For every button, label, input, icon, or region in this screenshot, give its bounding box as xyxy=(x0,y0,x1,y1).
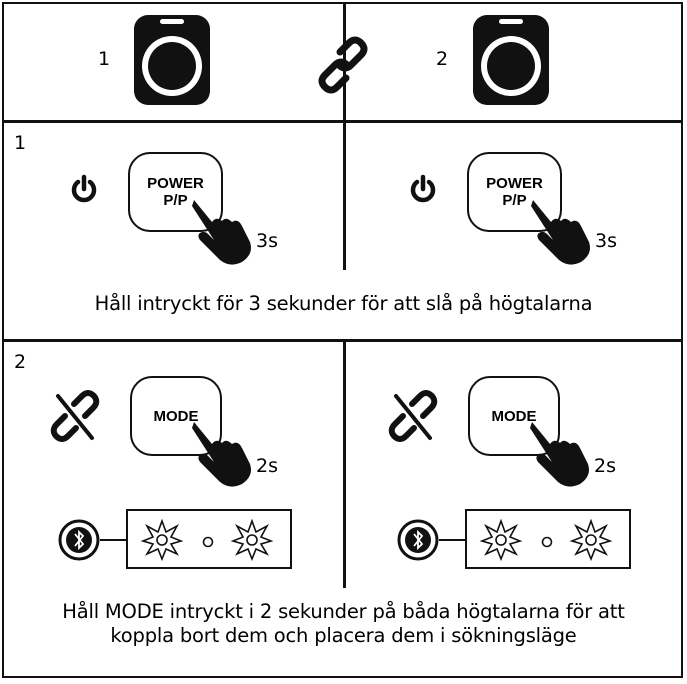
power-button-sublabel: P/P xyxy=(502,192,527,209)
step-2-caption-line-1: Håll MODE intryckt i 2 sekunder på båda högtalarna för att xyxy=(62,600,625,623)
step-1-hold-time-right: 3s xyxy=(595,230,617,252)
pressing-hand-icon xyxy=(528,418,592,488)
flashing-led-icon xyxy=(571,520,611,560)
speaker-1-number: 1 xyxy=(98,48,111,70)
speaker-2-icon xyxy=(472,14,550,106)
flashing-led-icon xyxy=(232,520,272,560)
mode-button-label: MODE xyxy=(491,407,537,425)
connector-line xyxy=(439,539,465,541)
mode-button-label: MODE xyxy=(153,407,199,425)
pressing-hand-icon xyxy=(190,196,254,266)
chain-link-icon xyxy=(318,38,368,92)
power-button-label: POWER xyxy=(147,175,204,192)
step-2-hold-time-left: 2s xyxy=(256,455,278,477)
step-1-hold-time-left: 3s xyxy=(256,230,278,252)
bluetooth-icon xyxy=(56,517,102,563)
led-dot-icon xyxy=(202,536,214,548)
step-2-hold-time-right: 2s xyxy=(594,455,616,477)
step-2-number: 2 xyxy=(14,351,27,373)
pressing-hand-icon xyxy=(529,196,593,266)
pressing-hand-icon xyxy=(190,418,254,488)
power-button-label: POWER xyxy=(486,175,543,192)
broken-link-icon xyxy=(390,390,436,442)
led-indicator-panel xyxy=(126,509,292,569)
column-divider-step2 xyxy=(343,341,346,588)
column-divider-step1 xyxy=(343,122,346,270)
flashing-led-icon xyxy=(481,520,521,560)
led-indicator-panel xyxy=(465,509,631,569)
flashing-led-icon xyxy=(142,520,182,560)
broken-link-icon xyxy=(52,390,98,442)
power-icon xyxy=(409,175,437,205)
step-1-number: 1 xyxy=(14,132,27,154)
power-icon xyxy=(70,175,98,205)
bluetooth-icon xyxy=(395,517,441,563)
step-2-caption-line-2: koppla bort dem och placera dem i sökningsläge xyxy=(110,624,577,647)
speaker-1-icon xyxy=(133,14,211,106)
power-button-sublabel: P/P xyxy=(163,192,188,209)
step-1-caption: Håll intryckt för 3 sekunder för att slå på högtalarna xyxy=(94,292,593,315)
speaker-2-number: 2 xyxy=(436,48,449,70)
led-dot-icon xyxy=(541,536,553,548)
connector-line xyxy=(100,539,126,541)
